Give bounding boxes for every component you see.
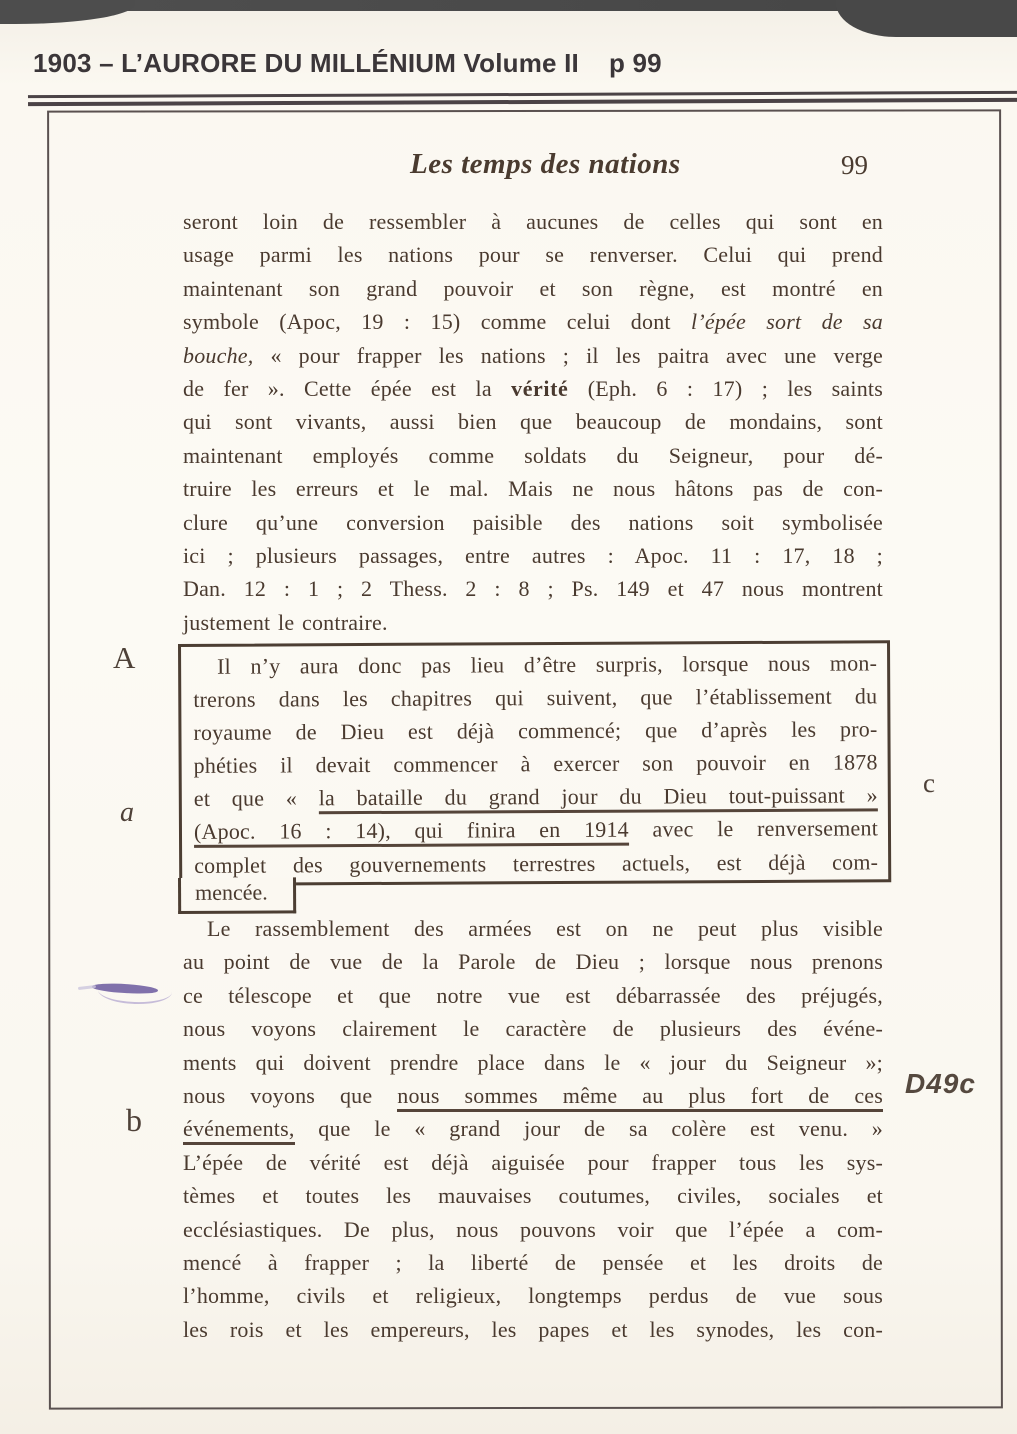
text-line: Dan. 12 : 1 ; 2 Thess. 2 : 8 ; Ps. 149 et 47 nous montrent (183, 576, 883, 602)
text-line: maintenant employés comme soldats du Seigneur, pour dé- (183, 442, 883, 468)
margin-note-A: A (113, 640, 136, 675)
margin-note-d49c: D49c (905, 1068, 976, 1099)
text-line: royaume de Dieu est déjà commencé; que d’après les pro- (193, 716, 878, 746)
margin-note-a: a (120, 797, 134, 828)
text-line: ce télescope et que notre vue est débarrassée des préjugés, (183, 982, 883, 1008)
text-line: et que « la bataille du grand jour du Dieu tout-puissant » (194, 779, 878, 816)
text-line: truire les erreurs et le mal. Mais ne nous hâtons pas de con- (183, 476, 883, 502)
text-line: maintenant son grand pouvoir et son règne, est montré en (183, 275, 883, 301)
text-line: seront loin de ressembler à aucunes de celles qui sont en (183, 209, 883, 234)
text-line: clure qu’une conversion paisible des nations soit symbolisée (183, 509, 883, 535)
header-rule-bottom (28, 98, 1017, 106)
text-line: justement le contraire. (183, 609, 388, 635)
text-line: tèmes et toutes les mauvaises coutumes, civiles, sociales et (183, 1183, 883, 1209)
scanner-top-left-shadow (0, 0, 135, 24)
text-line: trerons dans les chapitres qui suivent, que l’établissement du (193, 683, 878, 713)
text-line: symbole (Apoc, 19 : 15) comme celui dont l’épée sort de sa (183, 309, 883, 335)
text-line: de fer ». Cette épée est la vérité (Eph. 6 : 17) ; les saints (183, 376, 883, 402)
text-line: (Apoc. 16 : 14), qui finira en 1914 avec le renversement (194, 812, 878, 849)
text-line: ments qui doivent prendre place dans le « jour du Seigneur »; (183, 1049, 883, 1075)
running-header-title: Les temps des nations (410, 148, 681, 180)
scanner-top-right-shadow (836, 0, 1017, 37)
running-header-page-number: 99 (841, 150, 868, 180)
text-line: qui sont vivants, aussi bien que beaucoup de mondains, sont (183, 409, 883, 435)
text-line: Il n’y aura donc pas lieu d’être surpris, lorsque nous mon- (217, 650, 878, 679)
text-line: au point de vue de la Parole de Dieu ; lorsque nous prenons (183, 949, 883, 975)
volume-header (33, 48, 662, 79)
text-line: nous voyons que nous sommes même au plus fort de ces (183, 1079, 883, 1112)
margin-note-b: b (126, 1102, 142, 1138)
text-line: usage parmi les nations pour se renverser. Celui qui prend (183, 242, 883, 268)
pen-mark (78, 978, 173, 1012)
text-line: ecclésiastiques. De plus, nous pouvons voir que l’épée a com- (183, 1216, 883, 1242)
text-line: Le rassemblement des armées est on ne peut plus visible (207, 916, 883, 941)
boxed-paragraph-tail: mencée. (178, 877, 296, 914)
text-line: événements, que le « grand jour de sa colère est venu. » (183, 1112, 883, 1145)
text-line: complet des gouvernements terrestres actuels, est déjà com- (194, 848, 879, 878)
text-line: les rois et les empereurs, les papes et les synodes, les con- (183, 1316, 883, 1342)
volume-header-page-ref: p 99 (608, 48, 662, 78)
text-line: L’épée de vérité est déjà aiguisée pour frapper tous les sys- (183, 1149, 883, 1175)
pen-mark-wisp (78, 985, 96, 990)
text-line: bouche, « pour frapper les nations ; il les paitra avec une verge (183, 342, 883, 368)
text-line: phéties il devait commencer à exercer son pouvoir en 1878 (193, 749, 878, 779)
margin-note-c: c (923, 768, 935, 798)
text-line: l’homme, civils et religieux, longtemps perdus de vue sous (183, 1283, 883, 1309)
header-double-rule (28, 91, 1017, 106)
paragraph-opening (183, 205, 883, 639)
boxed-paragraph (178, 640, 891, 885)
header-rule-top (28, 91, 1017, 98)
text-line: mencé à frapper ; la liberté de pensée et les droits de (183, 1250, 883, 1276)
paragraph-armies (183, 912, 883, 1346)
text-line: nous voyons clairement le caractère de plusieurs des événe- (183, 1016, 883, 1042)
volume-header-title: 1903 – L’AURORE DU MILLÉNIUM Volume II (33, 48, 579, 78)
text-line: ici ; plusieurs passages, entre autres : Apoc. 11 : 17, 18 ; (183, 543, 883, 569)
